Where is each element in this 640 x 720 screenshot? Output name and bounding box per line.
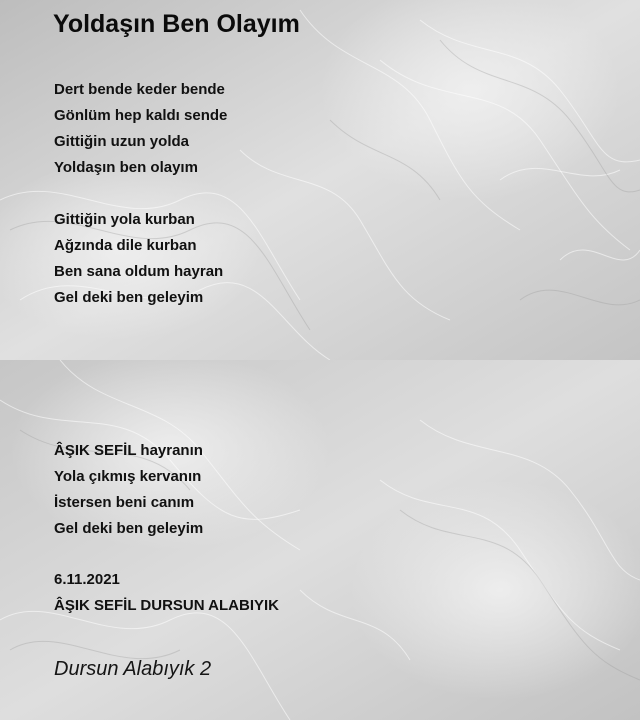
poem-line: Gittiğin uzun yolda bbox=[54, 133, 189, 150]
poem-line: Yola çıkmış kervanın bbox=[54, 468, 202, 485]
poem-title: Yoldaşın Ben Olayım bbox=[53, 10, 300, 38]
poem-line: Gel deki ben geleyim bbox=[54, 289, 204, 306]
poem-line: Dert bende keder bende bbox=[54, 81, 225, 98]
poem-line: Gönlüm hep kaldı sende bbox=[54, 107, 228, 124]
poem-line: ÂŞIK SEFİL hayranın bbox=[54, 442, 203, 459]
poem-line: Yoldaşın ben olayım bbox=[54, 159, 198, 176]
poem-signature-name: ÂŞIK SEFİL DURSUN ALABIYIK bbox=[54, 597, 280, 614]
poem-stanza-3 bbox=[54, 438, 203, 542]
author-name: Dursun Alabıyık 2 bbox=[54, 658, 212, 680]
poem-line: Ağzında dile kurban bbox=[54, 237, 197, 254]
poem-date: 6.11.2021 bbox=[54, 571, 120, 588]
poem-stanza-2 bbox=[54, 207, 223, 311]
poem-line: Ben sana oldum hayran bbox=[54, 263, 224, 280]
poem-line: Gittiğin yola kurban bbox=[54, 211, 195, 228]
poem-line: Gel deki ben geleyim bbox=[54, 520, 204, 537]
poem-stanza-1 bbox=[54, 77, 227, 181]
poem-signature bbox=[54, 567, 279, 619]
poem-line: İstersen beni canım bbox=[54, 494, 195, 511]
